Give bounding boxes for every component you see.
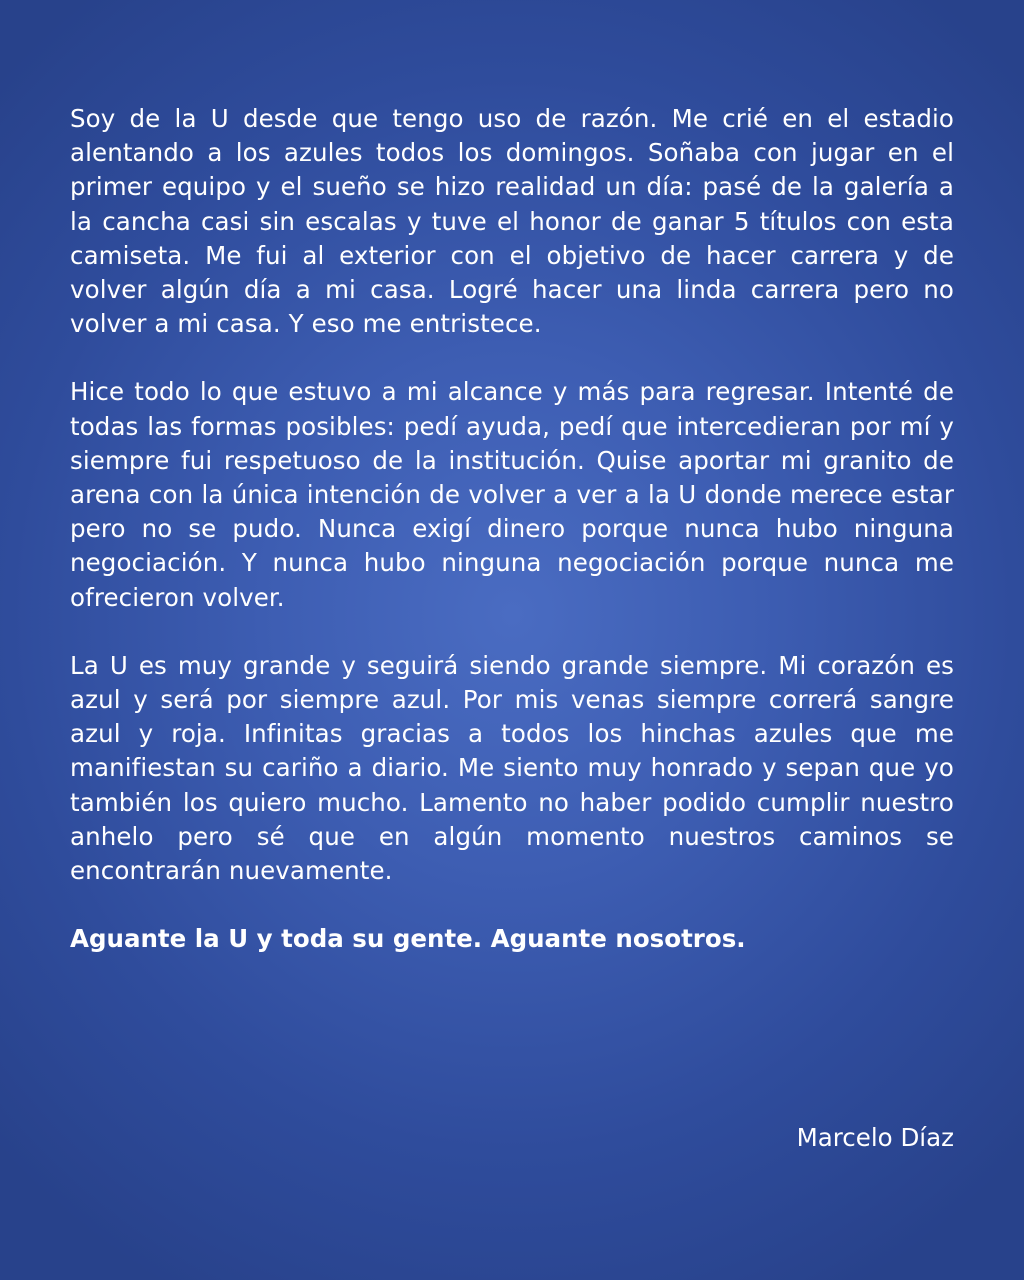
paragraph-3: La U es muy grande y seguirá siendo grande siempre. Mi corazón es azul y será por siempre azul. Por mis venas siempre correrá sangre azul y roja. Infinitas gracias a todos los hinchas azules que me manifiestan su cariño a diario. Me siento muy honrado y sepan que yo también los quiero mucho. Lamento no haber podido cumplir nuestro anhelo pero sé que en algún momento nuestros caminos se encontrarán nuevamente. (70, 650, 954, 886)
letter-body (70, 102, 954, 956)
paragraph-2: Hice todo lo que estuvo a mi alcance y más para regresar. Intenté de todas las formas posibles: pedí ayuda, pedí que intercedieran por mí y siempre fui respetuoso de la institución. Quise aportar mi granito de arena con la única intención de volver a ver a la U donde merece estar pero no se pudo. Nunca exigí dinero porque nunca hubo ninguna negociación. Y nunca hubo ninguna negociación porque nunca me ofrecieron volver. (70, 377, 954, 612)
paragraph-1: Soy de la U desde que tengo uso de razón. Me crié en el estadio alentando a los azules todos los domingos. Soñaba con jugar en el primer equipo y el sueño se hizo realidad un día: pasé de la galería a la cancha casi sin escalas y tuve el honor de ganar 5 títulos con esta camiseta. Me fui al exterior con el objetivo de hacer carrera y de volver algún día a mi casa. Logré hacer una linda carrera pero no volver a mi casa. Y eso me entristece. (70, 104, 954, 339)
signature: Marcelo Díaz (796, 1123, 954, 1152)
closing-line: Aguante la U y toda su gente. Aguante nosotros. (70, 924, 746, 954)
